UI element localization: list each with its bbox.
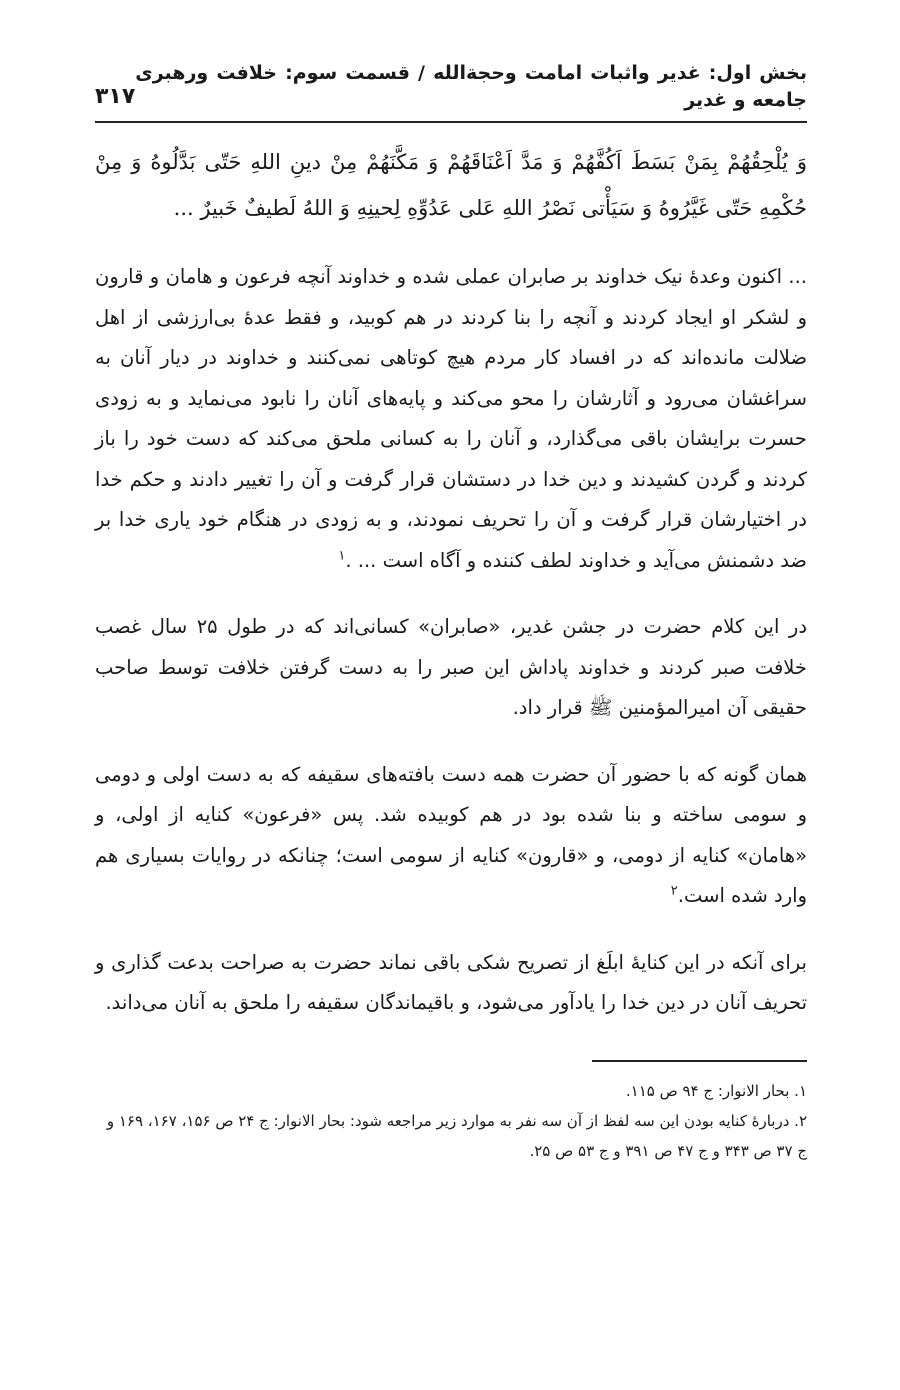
footnote-2: ۲. دربارهٔ کنایه بودن این سه لفظ از آن سه نفر به موارد زیر مراجعه شود: بحار الانوار: ج ۲۴ ص ۱۵۶، ۱۶۷، ۱۶۹ و ج ۳۷ ص ۳۴۳ و ج ۴۷ ص ۳۹۱ و ج ۵۳ ص ۲۵. — [106, 1111, 807, 1160]
paragraph-3-text: همان گونه که با حضور آن حضرت همه دست بافته‌های سقیفه که به دست اولی و دومی و سومی ساخته و بنا شده بود در هم کوبیده شد. پس «فرعون» کنایه از اولی، و «هامان» کنایه از دومی، و «قارون» کنایه از سومی است؛ چنانکه در روایات بسیاری هم وارد شده است. — [95, 762, 807, 908]
footnote-ref-2[interactable]: ۲ — [670, 883, 678, 899]
paragraph-2-text: در این کلام حضرت در جشن غدیر، «صابران» کسانی‌اند که در طول ۲۵ سال غصب خلافت صبر کردند و خداوند پاداش این صبر را به دست گرفتن خلافت توسط صاحب حقیقی آن امیرالمؤمنین ﷺ قرار داد. — [95, 615, 807, 720]
paragraph-3 — [95, 755, 807, 917]
footnote-ref-1[interactable]: ۱ — [338, 548, 346, 564]
paragraph-2 — [95, 607, 807, 729]
paragraph-1-text: ... اكنون وعدهٔ نیک خداوند بر صابران عملی شده و خداوند آنچه فرعون و هامان و قارون و لشکر او ایجاد کردند و آنچه را بنا کردند در هم کوبید، و فقط عدهٔ بی‌ارزشی از اهل ضلالت مانده‌اند که در افساد کار مردم هیچ کوتاهی نمی‌کنند و خداوند در دیار آنان به سراغشان می‌رود و آثارشان را محو می‌کند و پایه‌های آنان را نابود می‌نماید و به زودی حسرت برایشان باقی می‌گذارد، و آنان را به کسانی ملحق می‌کند که دست خود را باز کردند و گردن کشیدند و دین خدا در دستشان قرار گرفت و آن را تغییر دادند و حکم خدا در اختیارشان قرار گرفت و آن را تحریف نمودند، و به زودی در هنگام خود یاری خدا بر ضد دشمنش می‌آید و خداوند لطف کننده و آگاه است ... . — [95, 265, 807, 572]
paragraph-4-text: برای آنکه در این کنایهٔ ابلَغ از تصریح شکی باقی نماند حضرت به صراحت بدعت گذاری و تحریف آنان در دین خدا را یادآور می‌شود، و باقیماندگان سقیفه را ملحق به آنان می‌داند. — [95, 950, 807, 1015]
book-page — [95, 60, 807, 1166]
header-title: بخش اول: غدیر واثبات امامت وحجة‌الله / قسمت سوم: خلافت ورهبری جامعه و غدیر — [135, 62, 807, 111]
paragraph-4 — [95, 943, 807, 1024]
footnote-1: ۱. بحار الانوار: ج ۹۴ ص ۱۱۵. — [625, 1081, 807, 1100]
page-number: ۳۱۷ — [95, 84, 136, 110]
footnotes — [95, 1076, 807, 1166]
arabic-quotation: وَ يُلْحِقُهُمْ بِمَنْ بَسَطَ اَكُفَّهُمْ وَ مَدَّ اَعْنَاقَهُمْ وَ مَكَّنَهُمْ مِنْ دينِ اللهِ حَتّى بَدَّلُوهُ وَ مِنْ حُكْمِهِ حَتّى غَيَّرُوهُ وَ سَيَأْتى نَصْرُ اللهِ عَلى عَدُوِّهِ لِحينِهِ وَ اللهُ لَطيفٌ خَبيرٌ ... — [95, 150, 807, 221]
paragraph-1 — [95, 257, 807, 581]
running-header — [95, 60, 807, 123]
footnote-divider — [592, 1060, 807, 1062]
